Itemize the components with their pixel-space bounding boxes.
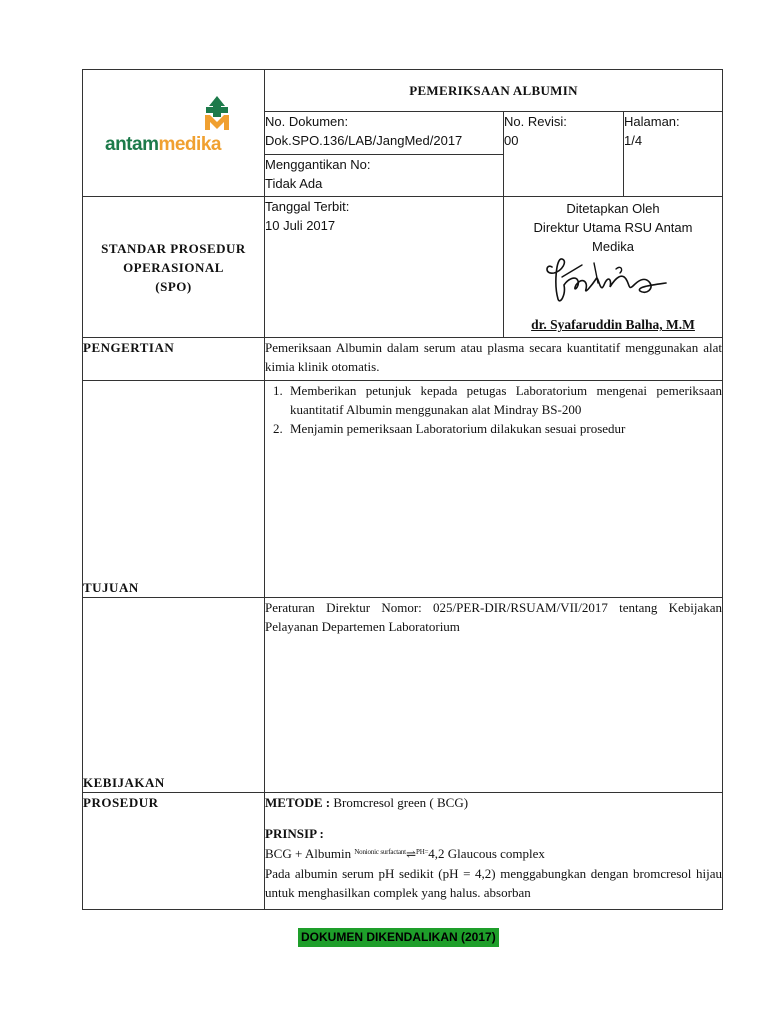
spo-table	[82, 69, 723, 910]
reaction-condition: Nonionic surfactant	[354, 848, 406, 856]
controlled-document-stamp-text: DOKUMEN DIKENDALIKAN (2017)	[301, 930, 496, 944]
tujuan-label: TUJUAN	[83, 580, 139, 595]
ditetapkan-line3: Medika	[592, 239, 634, 254]
kebijakan-content-cell	[265, 598, 723, 793]
spo-title-line3: (SPO)	[155, 278, 192, 294]
menggantikan-value: Tidak Ada	[265, 176, 323, 191]
halaman-cell	[624, 112, 723, 197]
metode-line	[265, 793, 722, 812]
spo-title-line1: STANDAR PROSEDUR	[101, 240, 246, 256]
reaction-left: BCG + Albumin	[265, 846, 355, 861]
reaction-equation	[265, 843, 722, 864]
document-title-text: PEMERIKSAAN ALBUMIN	[409, 83, 578, 98]
tujuan-list	[265, 381, 722, 438]
menggantikan-cell	[265, 155, 504, 197]
prosedur-content-cell	[265, 793, 723, 910]
metode-value: Bromcresol green ( BCG)	[330, 795, 469, 810]
kebijakan-text: Peraturan Direktur Nomor: 025/PER-DIR/RSUAM/VII/2017 tentang Kebijakan Pelayanan Departemen Laboratorium	[265, 600, 723, 634]
no-revisi-value: 00	[504, 133, 519, 148]
tanggal-terbit-value: 10 Juli 2017	[265, 218, 336, 233]
tanggal-terbit-cell	[265, 197, 504, 338]
logo-mark-icon	[200, 95, 234, 131]
ditetapkan-line2: Direktur Utama RSU Antam	[533, 220, 693, 235]
kebijakan-label: KEBIJAKAN	[83, 775, 165, 790]
pengertian-text: Pemeriksaan Albumin dalam serum atau plasma secara kuantitatif menggunakan alat kimia klinik otomatis.	[265, 340, 723, 374]
pengertian-label-cell	[83, 338, 265, 381]
reaction-right: 4,2 Glaucous complex	[428, 846, 545, 861]
prosedur-label: PROSEDUR	[83, 795, 159, 810]
ditetapkan-area	[504, 197, 722, 337]
no-dokumen-cell	[265, 112, 504, 155]
tujuan-item-1: 1. Memberikan petunjuk kepada petugas Laboratorium mengenai pemeriksaan kuantitatif Albumin menggunakan alat Mindray BS-200	[286, 381, 722, 419]
logo-word-antam: antam	[105, 134, 159, 155]
logo-word-medika: medika	[158, 134, 221, 155]
prinsip-text: Pada albumin serum pH sedikit (pH = 4,2) menggabungkan dengan bromcresol hijau untuk menghasilkan complek yang halus. absorban	[265, 866, 723, 900]
no-revisi-label: No. Revisi:	[504, 114, 567, 129]
equilibrium-arrow-icon: ⇌	[405, 847, 416, 861]
antam-medika-logo	[105, 95, 245, 155]
prosedur-label-cell	[83, 793, 265, 910]
no-dokumen-label: No. Dokumen:	[265, 114, 349, 129]
halaman-value: 1/4	[624, 133, 643, 148]
no-dokumen-value: Dok.SPO.136/LAB/JangMed/2017	[265, 133, 463, 148]
ditetapkan-cell	[504, 197, 723, 338]
tujuan-content-cell	[265, 381, 723, 598]
controlled-document-stamp	[298, 928, 499, 947]
ditetapkan-line1: Ditetapkan Oleh	[566, 201, 660, 216]
logo-cell	[83, 70, 265, 197]
signer-name: dr. Syafaruddin Balha, M.M	[531, 317, 695, 332]
spo-title-line2: OPERASIONAL	[123, 259, 224, 275]
prinsip-label: PRINSIP :	[265, 826, 324, 841]
spo-title-cell	[83, 197, 265, 338]
no-revisi-cell	[504, 112, 624, 197]
metode-label: METODE :	[265, 795, 331, 810]
tujuan-item-2: 2. Menjamin pemeriksaan Laboratorium dilakukan sesuai prosedur	[286, 419, 722, 438]
pengertian-content-cell	[265, 338, 723, 381]
halaman-label: Halaman:	[624, 114, 680, 129]
signature-image	[542, 255, 672, 307]
document-title	[265, 70, 723, 112]
menggantikan-label: Menggantikan No:	[265, 157, 371, 172]
tujuan-label-cell	[83, 381, 265, 598]
kebijakan-label-cell	[83, 598, 265, 793]
logo-wordmark	[105, 135, 221, 155]
reaction-ph: PH=	[416, 848, 429, 856]
tanggal-terbit-label: Tanggal Terbit:	[265, 199, 350, 214]
pengertian-label: PENGERTIAN	[83, 340, 175, 355]
